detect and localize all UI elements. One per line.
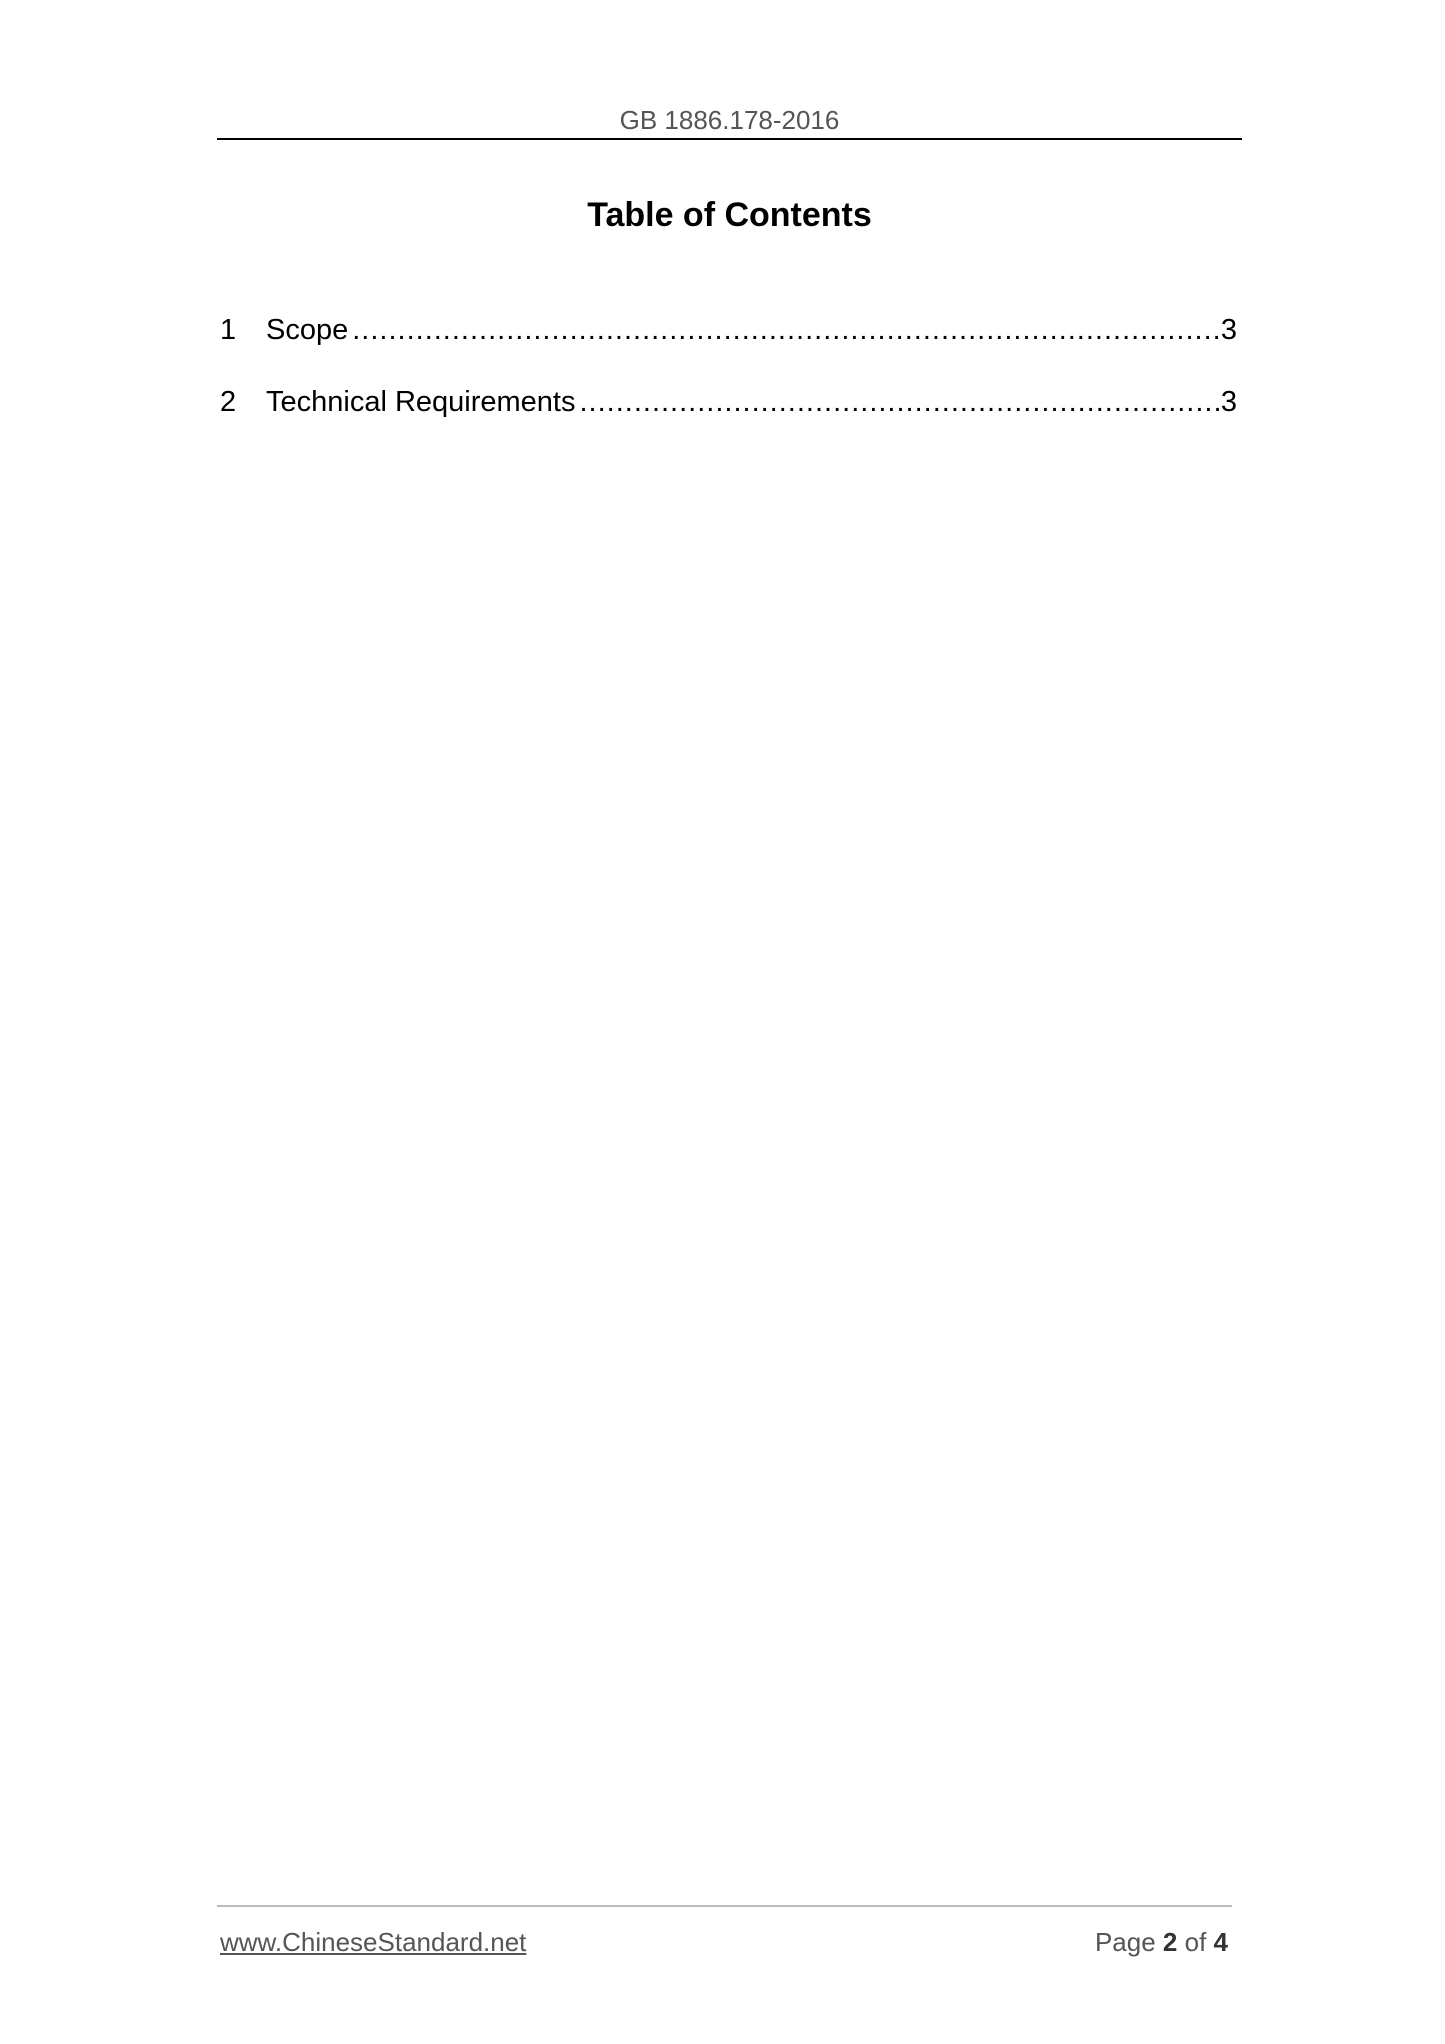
footer-divider: [217, 1905, 1232, 1907]
page-of-label: of: [1184, 1927, 1207, 1957]
page-header: [217, 100, 1242, 140]
current-page-number: 2: [1162, 1927, 1178, 1957]
toc-entry-page[interactable]: 3: [1220, 386, 1237, 418]
toc-entry-title[interactable]: Technical Requirements: [266, 386, 576, 418]
toc-dot-leader: [575, 382, 1220, 422]
toc-entry-scope[interactable]: [220, 310, 1237, 382]
toc-entry-number: 1: [220, 314, 237, 346]
toc-list: [220, 310, 1237, 454]
total-page-count: 4: [1213, 1927, 1228, 1957]
toc-entry-title[interactable]: Scope: [266, 314, 349, 346]
page-number: [1095, 1924, 1228, 1960]
toc-entry-number: 2: [220, 386, 237, 418]
toc-dot-leader: [348, 310, 1221, 350]
toc-entry-technical-requirements[interactable]: [220, 382, 1237, 454]
document-id: GB 1886.178-2016: [619, 105, 840, 135]
website-link[interactable]: www.ChineseStandard.net: [220, 1927, 527, 1957]
toc-entry-page[interactable]: 3: [1220, 314, 1237, 346]
toc-title: Table of Contents: [587, 196, 872, 234]
page-label: Page: [1094, 1927, 1156, 1957]
